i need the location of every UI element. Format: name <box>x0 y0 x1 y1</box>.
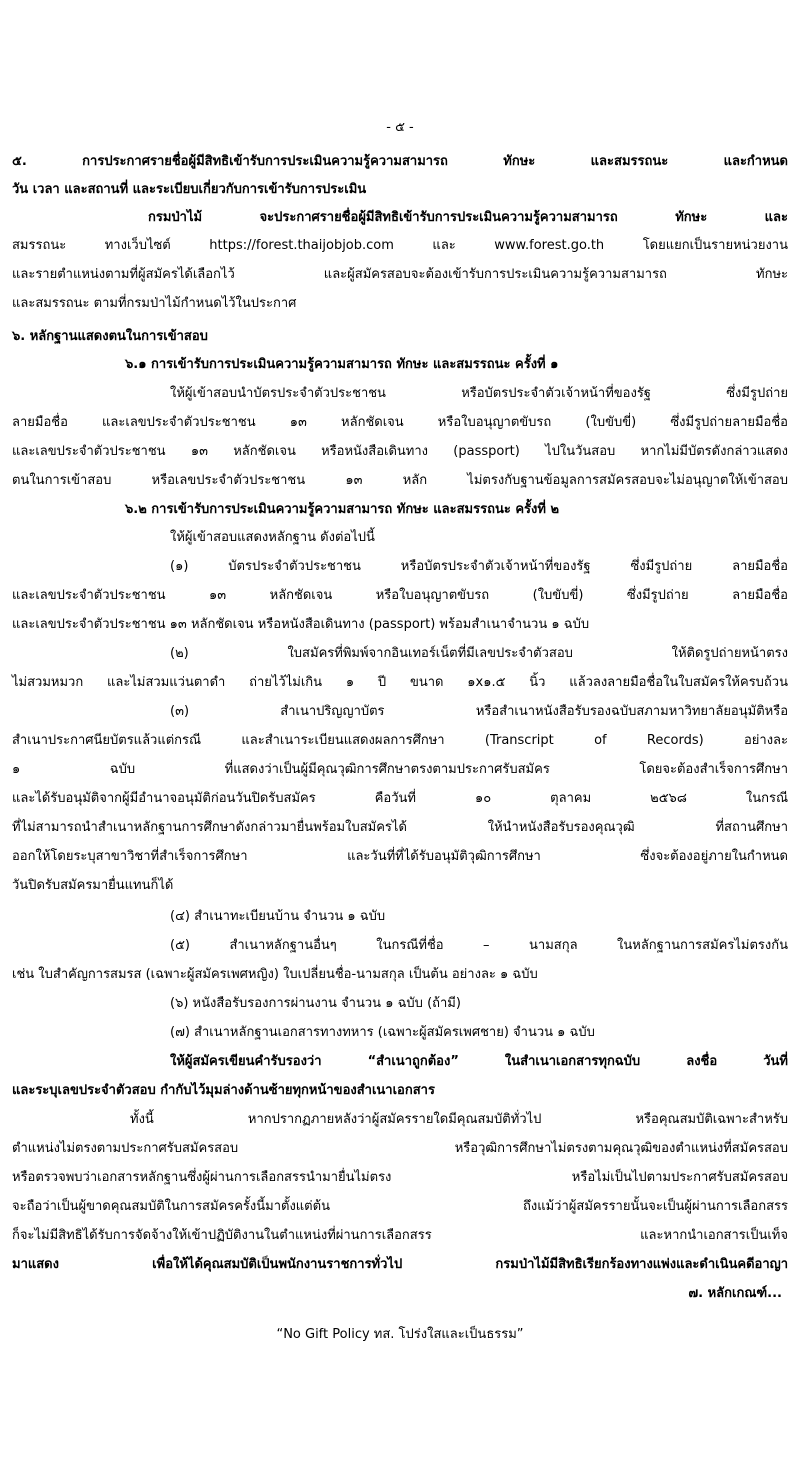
paragraph-line: วันปิดรับสมัครมายื่นแทนก็ได้ <box>12 878 174 893</box>
paragraph-line: ๑ ฉบับ ที่แสดงว่าเป็นผู้มีคุณวุฒิการศึกษาตรงตามประกาศรับสมัคร โดยจะต้องสำเร็จการศึกษา <box>12 762 788 777</box>
subsection-6-1-heading: ๖.๑ การเข้ารับการประเมินความรู้ความสามารถ ทักษะ และสมรรถนะ ครั้งที่ ๑ <box>125 357 559 372</box>
paragraph-line: ให้ผู้เข้าสอบนำบัตรประจำตัวประชาชน หรือบัตรประจำตัวเจ้าหน้าที่ของรัฐ ซึ่งมีรูปถ่าย <box>170 386 788 401</box>
paragraph-line: ที่ไม่สามารถนำสำเนาหลักฐานการศึกษาดังกล่าวมายื่นพร้อมใบสมัครได้ ให้นำหนังสือรับรองคุณวุฒิ ที่สถานศึกษา <box>12 820 788 835</box>
paragraph-line: ตนในการเข้าสอบ หรือเลขประจำตัวประชาชน ๑๓ หลัก ไม่ตรงกับฐานข้อมูลการสมัครสอบจะไม่อนุญาตให้เข้าสอบ <box>12 473 788 488</box>
list-item-7: (๗) สำเนาหลักฐานเอกสารทางทหาร (เฉพาะผู้สมัครเพศชาย) จำนวน ๑ ฉบับ <box>170 1025 595 1040</box>
list-item-1: (๑) บัตรประจำตัวประชาชน หรือบัตรประจำตัวเจ้าหน้าที่ของรัฐ ซึ่งมีรูปถ่าย ลายมือชื่อ <box>170 559 788 574</box>
paragraph-line: และสมรรถนะ ตามที่กรมป่าไม้กำหนดไว้ในประกาศ <box>12 296 297 311</box>
paragraph-line: และเลขประจำตัวประชาชน ๑๓ หลักชัดเจน หรือหนังสือเดินทาง (passport) ไปในวันสอบ หากไม่มีบัตรดังกล่าวแสดง <box>12 444 788 459</box>
section-6-heading: ๖. หลักฐานแสดงตนในการเข้าสอบ <box>12 329 208 344</box>
section-5-heading-cont: วัน เวลา และสถานที่ และระเบียบเกี่ยวกับการเข้ารับการประเมิน <box>12 182 367 197</box>
paragraph-line: หรือตรวจพบว่าเอกสารหลักฐานซึ่งผู้ผ่านการเลือกสรรนำมายื่นไม่ตรง หรือไม่เป็นไปตามประกาศรับสมัครสอบ <box>12 1170 788 1185</box>
paragraph-line: และเลขประจำตัวประชาชน ๑๓ หลักชัดเจน หรือหนังสือเดินทาง (passport) พร้อมสำเนาจำนวน ๑ ฉบับ <box>12 617 590 632</box>
paragraph-line: ลายมือชื่อ และเลขประจำตัวประชาชน ๑๓ หลักชัดเจน หรือใบอนุญาตขับรถ (ใบขับขี่) ซึ่งมีรูปถ่ายลายมือชื่อ <box>12 415 788 430</box>
footer-policy: “No Gift Policy ทส. โปร่งใสและเป็นธรรม” <box>276 1327 524 1342</box>
paragraph-line: สมรรถนะ ทางเว็บไซต์ https://forest.thaijobjob.com และ www.forest.go.th โดยแยกเป็นรายหน่วยงาน <box>12 238 788 253</box>
certification-instruction: ให้ผู้สมัครเขียนคำรับรองว่า “สำเนาถูกต้อง” ในสำเนาเอกสารทุกฉบับ ลงชื่อ วันที่ <box>170 1054 788 1069</box>
paragraph-line: ตำแหน่งไม่ตรงตามประกาศรับสมัครสอบ หรือวุฒิการศึกษาไม่ตรงตามคุณวุฒิของตำแหน่งที่สมัครสอบ <box>12 1141 788 1156</box>
paragraph-line: กรมป่าไม้ จะประกาศรายชื่อผู้มีสิทธิเข้ารับการประเมินความรู้ความสามารถ ทักษะ และ <box>148 210 788 225</box>
section-5-heading: ๕. การประกาศรายชื่อผู้มีสิทธิเข้ารับการประเมินความรู้ความสามารถ ทักษะ และสมรรถนะ และกำหนด <box>12 154 788 169</box>
list-item-4: (๔) สำเนาทะเบียนบ้าน จำนวน ๑ ฉบับ <box>170 909 386 924</box>
list-item-5: (๕) สำเนาหลักฐานอื่นๆ ในกรณีที่ชื่อ – นามสกุล ในหลักฐานการสมัครไม่ตรงกัน <box>170 938 788 953</box>
paragraph-line: และได้รับอนุมัติจากผู้มีอำนาจอนุมัติก่อนวันปิดรับสมัคร คือวันที่ ๑๐ ตุลาคม ๒๕๖๘ ในกรณี <box>12 791 788 806</box>
paragraph-line: ทั้งนี้ หากปรากฏภายหลังว่าผู้สมัครรายใดมีคุณสมบัติทั่วไป หรือคุณสมบัติเฉพาะสำหรับ <box>130 1112 788 1127</box>
paragraph-line: ก็จะไม่มีสิทธิได้รับการจัดจ้างให้เข้าปฏิบัติงานในตำแหน่งที่ผ่านการเลือกสรร และหากนำเอกสารเป็นเท็จ <box>12 1228 788 1243</box>
continuation-marker: ๗. หลักเกณฑ์... <box>688 1286 782 1301</box>
paragraph-line: สำเนาประกาศนียบัตรแล้วแต่กรณี และสำเนาระเบียนแสดงผลการศึกษา (Transcript of Records) อย่างละ <box>12 733 788 748</box>
paragraph-line: เช่น ใบสำคัญการสมรส (เฉพาะผู้สมัครเพศหญิง) ใบเปลี่ยนชื่อ-นามสกุล เป็นต้น อย่างละ ๑ ฉบับ <box>12 967 538 982</box>
list-item-2: (๒) ใบสมัครที่พิมพ์จากอินเทอร์เน็ตที่มีเลขประจำตัวสอบ ให้ติดรูปถ่ายหน้าตรง <box>170 646 788 661</box>
paragraph-line: และรายตำแหน่งตามที่ผู้สมัครได้เลือกไว้ และผู้สมัครสอบจะต้องเข้ารับการประเมินความรู้ความสามารถ ทักษะ <box>12 267 788 282</box>
subsection-6-2-heading: ๖.๒ การเข้ารับการประเมินความรู้ความสามารถ ทักษะ และสมรรถนะ ครั้งที่ ๒ <box>125 502 560 517</box>
paragraph-line: และเลขประจำตัวประชาชน ๑๓ หลักชัดเจน หรือใบอนุญาตขับรถ (ใบขับขี่) ซึ่งมีรูปถ่าย ลายมือชื่อ <box>12 588 788 603</box>
certification-instruction-cont: และระบุเลขประจำตัวสอบ กำกับไว้มุมล่างด้านซ้ายทุกหน้าของสำเนาเอกสาร <box>12 1083 435 1098</box>
list-item-6: (๖) หนังสือรับรองการผ่านงาน จำนวน ๑ ฉบับ (ถ้ามี) <box>170 996 461 1011</box>
paragraph-line: จะถือว่าเป็นผู้ขาดคุณสมบัติในการสมัครครั้งนี้มาตั้งแต่ต้น ถึงแม้ว่าผู้สมัครรายนั้นจะเป็นผู้ผ่านการเลือกสรร <box>12 1199 788 1214</box>
paragraph-line: มาแสดง เพื่อให้ได้คุณสมบัติเป็นพนักงานราชการทั่วไป กรมป่าไม้มีสิทธิเรียกร้องทางแพ่งและดำเนินคดีอาญา <box>12 1257 788 1272</box>
page-number: - ๕ - <box>386 120 414 135</box>
paragraph-line: ออกให้โดยระบุสาขาวิชาที่สำเร็จการศึกษา และวันที่ที่ได้รับอนุมัติวุฒิการศึกษา ซึ่งจะต้องอยู่ภายในกำหนด <box>12 849 788 864</box>
list-item-3: (๓) สำเนาปริญญาบัตร หรือสำเนาหนังสือรับรองฉบับสภามหาวิทยาลัยอนุมัติหรือ <box>170 704 788 719</box>
paragraph-line: ไม่สวมหมวก และไม่สวมแว่นตาดำ ถ่ายไว้ไม่เกิน ๑ ปี ขนาด ๑x๑.๕ นิ้ว แล้วลงลายมือชื่อในใบสมัครให้ครบถ้วน <box>12 675 788 690</box>
paragraph-line: ให้ผู้เข้าสอบแสดงหลักฐาน ดังต่อไปนี้ <box>170 530 375 545</box>
